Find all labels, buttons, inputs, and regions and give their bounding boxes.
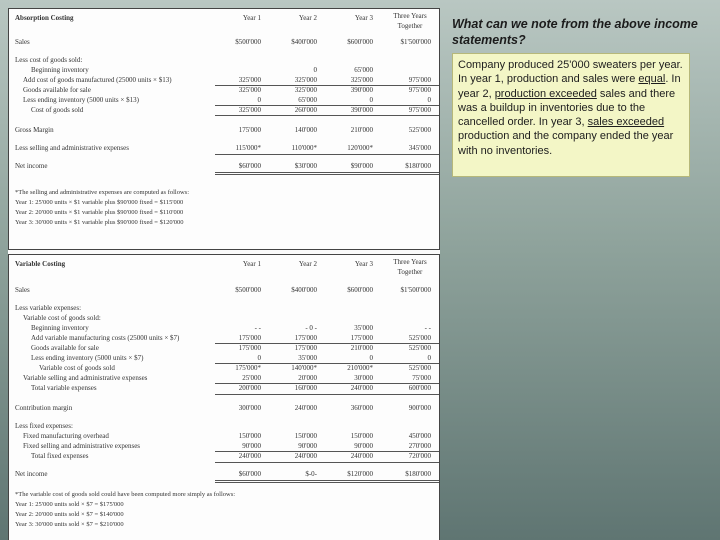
cell: 325'000 [350, 76, 373, 84]
row-label: Add variable manufacturing costs (25000 units × $7) [31, 334, 180, 342]
cell: 240'000 [294, 404, 317, 412]
cell: 525'000 [408, 126, 431, 134]
col-year3: Year 3 [354, 14, 373, 22]
income-statements-document [8, 8, 440, 540]
double-underline [215, 480, 439, 481]
cell: 600'000 [408, 384, 431, 392]
footnote: *The selling and administrative expenses are computed as follows: [15, 189, 190, 196]
row-label: Variable cost of goods sold: [23, 314, 101, 322]
table-row [9, 383, 439, 393]
table-row [9, 285, 439, 295]
cell: 240'000 [350, 384, 373, 392]
cell: 240'000 [294, 452, 317, 460]
cell: 175'000 [238, 334, 261, 342]
cell: $180'000 [405, 162, 431, 170]
row-label: Sales [15, 38, 30, 46]
cell: 0 [257, 354, 261, 362]
cell: 325'000 [294, 76, 317, 84]
cell: $1'500'000 [400, 38, 431, 46]
cell: 450'000 [408, 432, 431, 440]
table-row [9, 469, 439, 479]
double-underline [215, 172, 439, 173]
emphasis-production-exceeded: production exceeded [494, 87, 597, 100]
table-row [9, 333, 439, 343]
cell: 65'000 [354, 66, 373, 74]
row-label: Variable cost of goods sold [39, 364, 115, 372]
double-underline [215, 482, 439, 483]
cell: 200'000 [238, 384, 261, 392]
row-label: Contribution margin [15, 404, 73, 412]
table-row [9, 441, 439, 451]
row-label: Beginning inventory [31, 324, 89, 332]
cell: $400'000 [291, 38, 317, 46]
row-label: Variable selling and administrative expenses [23, 374, 148, 382]
footnote: Year 2: 20'000 units sold × $7 = $140'000 [15, 511, 124, 518]
cell: $500'000 [235, 38, 261, 46]
cell: $180'000 [405, 470, 431, 478]
table-row [9, 403, 439, 413]
cell: 210'000* [347, 364, 373, 372]
cell: 20'000 [298, 374, 317, 382]
emphasis-equal: equal [638, 73, 666, 86]
row-label: Fixed manufacturing overhead [23, 432, 109, 440]
cell: 175'000 [294, 344, 317, 352]
cell: 75'000 [412, 374, 431, 382]
cell: $90'000 [350, 162, 373, 170]
row-label: Beginning inventory [31, 66, 89, 74]
row-label: Cost of goods sold [31, 106, 84, 114]
table-row [9, 431, 439, 441]
cell: 525'000 [408, 334, 431, 342]
col-year2: Year 2 [298, 260, 317, 268]
row-label: Less ending inventory (5000 units × $13) [23, 96, 139, 104]
cell: - 0 - [305, 324, 317, 332]
answer-text: production and the company ended the year with no inventories. [458, 130, 674, 157]
cell: 0 [313, 66, 317, 74]
col-together: Three Years Together [393, 12, 427, 30]
underline [215, 115, 439, 116]
cell: 345'000 [408, 144, 431, 152]
col-year3: Year 3 [354, 260, 373, 268]
footnote: Year 3: 30'000 units × $1 variable plus $90'000 fixed = $120'000 [15, 219, 184, 226]
cell: 325'000 [238, 76, 261, 84]
footnote: Year 2: 20'000 units × $1 variable plus $90'000 fixed = $110'000 [15, 209, 184, 216]
row-label: Total fixed expenses [31, 452, 89, 460]
footnote: Year 3: 30'000 units sold × $7 = $210'000 [15, 521, 124, 528]
cell: 325'000 [238, 106, 261, 114]
row-label: Gross Margin [15, 126, 54, 134]
table-row [9, 105, 439, 115]
cell: 900'000 [408, 404, 431, 412]
cell: 720'000 [408, 452, 431, 460]
cell: 115'000* [235, 144, 261, 152]
cell: 175'000 [294, 334, 317, 342]
cell: - - [254, 324, 261, 332]
cell: 175'000 [238, 126, 261, 134]
table-row [9, 85, 439, 95]
answer-text: Company produced 25'000 sweaters per year. In year 1, production and sales were [458, 59, 683, 86]
table-row [9, 421, 439, 431]
cell: 150'000 [350, 432, 373, 440]
cell: 260'000 [294, 106, 317, 114]
table-row [9, 451, 439, 461]
cell: 0 [427, 354, 431, 362]
table-row [9, 161, 439, 171]
cell: 240'000 [238, 452, 261, 460]
table-row [9, 55, 439, 65]
cell: 175'000 [350, 334, 373, 342]
footnote: *The variable cost of goods sold could have been computed more simply as follows: [15, 491, 236, 498]
answer-text: sales and there was a buildup in inventories due to the cancelled order. In year 3, [458, 87, 676, 129]
table-row [9, 125, 439, 135]
table-row [9, 143, 439, 153]
row-label: Less ending inventory (5000 units × $7) [31, 354, 144, 362]
row-label: Fixed selling and administrative expenses [23, 442, 141, 450]
absorption-header-row [9, 13, 439, 23]
cell: 975'000 [408, 106, 431, 114]
cell: 0 [369, 354, 373, 362]
variable-costing-table [8, 254, 440, 540]
cell: 525'000 [408, 344, 431, 352]
cell: 210'000 [350, 344, 373, 352]
cell: 325'000 [238, 86, 261, 94]
cell: 390'000 [350, 86, 373, 94]
cell: 525'000 [408, 364, 431, 372]
cell: $30'000 [294, 162, 317, 170]
cell: - - [424, 324, 431, 332]
cell: 0 [427, 96, 431, 104]
table-row [9, 303, 439, 313]
col-year1: Year 1 [242, 260, 261, 268]
cell: 0 [369, 96, 373, 104]
table-row [9, 75, 439, 85]
answer-panel [452, 53, 690, 177]
cell: 175'000* [235, 364, 261, 372]
cell: 175'000 [238, 344, 261, 352]
row-label: Less cost of goods sold: [15, 56, 83, 64]
cell: 150'000 [238, 432, 261, 440]
cell: 30'000 [354, 374, 373, 382]
cell: 325'000 [294, 86, 317, 94]
underline [215, 394, 439, 395]
row-label: Less fixed expenses: [15, 422, 73, 430]
cell: 90'000 [354, 442, 373, 450]
table-row [9, 343, 439, 353]
col-together: Three Years Together [393, 258, 427, 276]
row-label: Goods available for sale [23, 86, 91, 94]
table-row [9, 37, 439, 47]
row-label: Total variable expenses [31, 384, 97, 392]
cell: 160'000 [294, 384, 317, 392]
cell: 90'000 [298, 442, 317, 450]
row-label: Sales [15, 286, 30, 294]
col-year2: Year 2 [298, 14, 317, 22]
cell: 270'000 [408, 442, 431, 450]
table-row [9, 353, 439, 363]
cell: $60'000 [238, 162, 261, 170]
table-row [9, 323, 439, 333]
cell: 110'000* [291, 144, 317, 152]
footnote: Year 1: 25'000 units × $1 variable plus $90'000 fixed = $115'000 [15, 199, 184, 206]
table-row [9, 313, 439, 323]
row-label: Less selling and administrative expenses [15, 144, 129, 152]
slide-title: What can we note from the above income statements? [452, 17, 698, 47]
cell: 975'000 [408, 86, 431, 94]
cell: $600'000 [347, 286, 373, 294]
absorption-heading: Absorption Costing [15, 14, 74, 22]
cell: 390'000 [350, 106, 373, 114]
table-row [9, 363, 439, 373]
double-underline [215, 174, 439, 175]
row-label: Net income [15, 470, 48, 478]
underline [215, 154, 439, 155]
cell: 210'000 [350, 126, 373, 134]
cell: 0 [257, 96, 261, 104]
col-year1: Year 1 [242, 14, 261, 22]
cell: $400'000 [291, 286, 317, 294]
answer-text: . In year 2, [458, 73, 681, 100]
row-label: Goods available for sale [31, 344, 99, 352]
cell: $120'000 [347, 470, 373, 478]
table-row [9, 65, 439, 75]
emphasis-sales-exceeded: sales exceeded [587, 116, 665, 129]
row-label: Add cost of goods manufactured (25000 units × $13) [23, 76, 172, 84]
cell: 140'000 [294, 126, 317, 134]
variable-header-row [9, 259, 439, 269]
cell: $600'000 [347, 38, 373, 46]
cell: 65'000 [298, 96, 317, 104]
table-row [9, 373, 439, 383]
cell: 240'000 [350, 452, 373, 460]
cell: 975'000 [408, 76, 431, 84]
absorption-costing-table [8, 8, 440, 250]
cell: $-0- [305, 470, 317, 478]
cell: $60'000 [238, 470, 261, 478]
cell: 35'000 [354, 324, 373, 332]
cell: 360'000 [350, 404, 373, 412]
table-row [9, 95, 439, 105]
cell: 25'000 [242, 374, 261, 382]
cell: $1'500'000 [400, 286, 431, 294]
underline [215, 462, 439, 463]
cell: 90'000 [242, 442, 261, 450]
cell: 120'000* [347, 144, 373, 152]
row-label: Net income [15, 162, 48, 170]
footnote: Year 1: 25'000 units sold × $7 = $175'000 [15, 501, 124, 508]
variable-heading: Variable Costing [15, 260, 66, 268]
cell: 300'000 [238, 404, 261, 412]
cell: 140'000* [291, 364, 317, 372]
cell: $500'000 [235, 286, 261, 294]
cell: 150'000 [294, 432, 317, 440]
row-label: Less variable expenses: [15, 304, 82, 312]
cell: 35'000 [298, 354, 317, 362]
